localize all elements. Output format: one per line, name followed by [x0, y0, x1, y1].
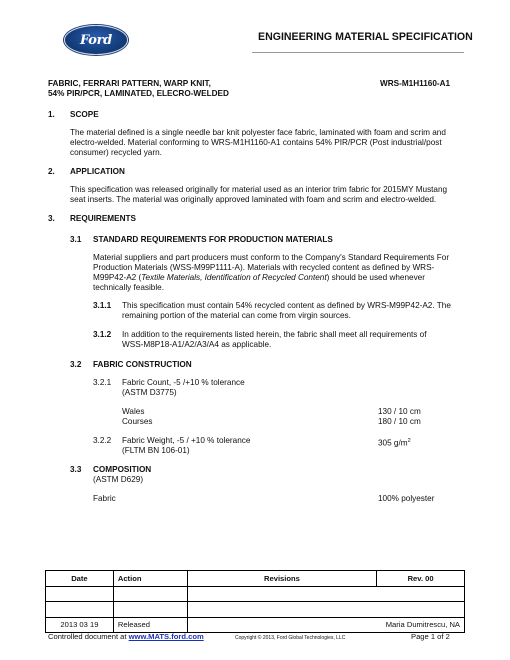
revision-empty-row	[46, 586, 465, 602]
section-3-title: REQUIREMENTS	[70, 214, 136, 223]
revision-header-row	[46, 571, 465, 587]
revision-header-action: Action	[113, 571, 187, 587]
application-line-2: seat inserts. The material was originally approved laminated with foam and scrim and electro-welded.	[70, 195, 437, 204]
standard-req-line-2: Production Materials (WSS-M99P1111-A). Materials with recycled content as defined by WRS-	[93, 263, 435, 272]
revision-date: 2013 03 19	[46, 617, 114, 633]
revision-header-rev: Rev. 00	[377, 571, 465, 587]
revision-action: Released	[113, 617, 187, 633]
standard-req-line-3-b: ) should be used whenever	[326, 273, 425, 282]
fabric-count-label: Fabric Count, -5 /+10 % tolerance	[122, 378, 245, 387]
section-1-number: 1.	[48, 110, 55, 119]
section-3-2-1-number: 3.2.1	[93, 378, 112, 387]
wales-label: Wales	[122, 407, 145, 416]
additional-req-line-1: In addition to the requirements listed herein, the fabric shall meet all requirements of	[122, 330, 427, 339]
mats-link[interactable]: www.MATS.ford.com	[128, 632, 204, 641]
recycled-content-line-1: This specification must contain 54% recycled content as defined by WRS-M99P42-A2. The	[122, 301, 451, 310]
table-cell	[187, 602, 464, 618]
footer-prefix: Controlled document at	[48, 632, 129, 641]
table-cell	[113, 586, 187, 602]
revision-table	[45, 570, 465, 633]
fabric-weight-method: (FLTM BN 106-01)	[122, 446, 190, 455]
revision-header-date: Date	[46, 571, 114, 587]
footer-copyright: Copyright © 2013, Ford Global Technologies, LLC	[235, 635, 346, 641]
section-2-number: 2.	[48, 167, 55, 176]
composition-method: (ASTM D629)	[93, 475, 144, 484]
courses-value: 180 / 10 cm	[378, 417, 421, 426]
material-title-line2: 54% PIR/PCR, LAMINATED, ELECRO-WELDED	[48, 89, 229, 98]
spec-number: WRS-M1H1160-A1	[380, 79, 451, 88]
logo-text: Ford	[80, 32, 112, 48]
section-3-3-title: COMPOSITION	[93, 465, 152, 474]
fabric-weight-number: 305 g/m	[378, 438, 408, 448]
recycled-content-line-2: remaining portion of the material can come from virgin sources.	[122, 311, 351, 320]
revision-empty-row	[46, 602, 465, 618]
fabric-weight-value	[378, 436, 411, 449]
courses-label: Courses	[122, 417, 153, 426]
scope-line-1: The material defined is a single needle bar knit polyester face fabric, laminated with foam and scrim and	[70, 128, 446, 137]
fabric-weight-exponent: 2	[407, 438, 411, 444]
section-1-title: SCOPE	[70, 110, 99, 119]
revision-row	[46, 617, 465, 633]
standard-req-line-3-a: M99P42-A2 (	[93, 273, 142, 282]
revision-author: Maria Dumitrescu, NA	[187, 617, 464, 633]
section-3-1-2-number: 3.1.2	[93, 330, 112, 339]
document-title: ENGINEERING MATERIAL SPECIFICATION	[258, 31, 473, 43]
section-3-1-title: STANDARD REQUIREMENTS FOR PRODUCTION MATERIALS	[93, 235, 333, 244]
section-3-2-number: 3.2	[70, 360, 82, 369]
ford-logo	[64, 25, 128, 55]
application-line-1: This specification was released originally for material used as an interior trim fabric for 2015MY Mustang	[70, 185, 448, 194]
section-3-1-1-number: 3.1.1	[93, 301, 112, 310]
section-2-title: APPLICATION	[70, 167, 125, 176]
scope-line-3: consumer) recycled yarn.	[70, 148, 162, 157]
material-title-line1: FABRIC, FERRARI PATTERN, WARP KNIT,	[48, 79, 211, 88]
standard-req-line-1: Material suppliers and part producers must conform to the Company's Standard Requirements For	[93, 253, 450, 262]
table-cell	[187, 586, 464, 602]
standard-req-line-3	[93, 273, 425, 283]
additional-req-line-2: WSS-M8P18-A1/A2/A3/A4 as applicable.	[122, 340, 272, 349]
revision-header-revisions: Revisions	[187, 571, 376, 587]
composition-fabric-label: Fabric	[93, 494, 116, 503]
section-3-3-number: 3.3	[70, 465, 82, 474]
section-3-2-2-number: 3.2.2	[93, 436, 112, 445]
section-3-1-number: 3.1	[70, 235, 82, 244]
composition-fabric-value: 100% polyester	[378, 494, 435, 503]
footer-page-number: Page 1 of 2	[411, 632, 450, 641]
scope-line-2: electro-welded. Material conforming to WRS-M1H1160-A1 contains 54% PIR/PCR (Post industrial/post	[70, 138, 442, 147]
wales-value: 130 / 10 cm	[378, 407, 421, 416]
section-3-2-title: FABRIC CONSTRUCTION	[93, 360, 192, 369]
header-divider	[252, 52, 464, 53]
standard-req-line-4: technically feasible.	[93, 283, 164, 292]
fabric-weight-label: Fabric Weight, -5 / +10 % tolerance	[122, 436, 251, 445]
table-cell	[46, 586, 114, 602]
standard-req-line-3-italic: Textile Materials, Identification of Recycled Content	[141, 273, 327, 282]
footer-controlled-document	[48, 632, 204, 641]
section-3-number: 3.	[48, 214, 55, 223]
table-cell	[46, 602, 114, 618]
fabric-count-method: (ASTM D3775)	[122, 388, 177, 397]
table-cell	[113, 602, 187, 618]
